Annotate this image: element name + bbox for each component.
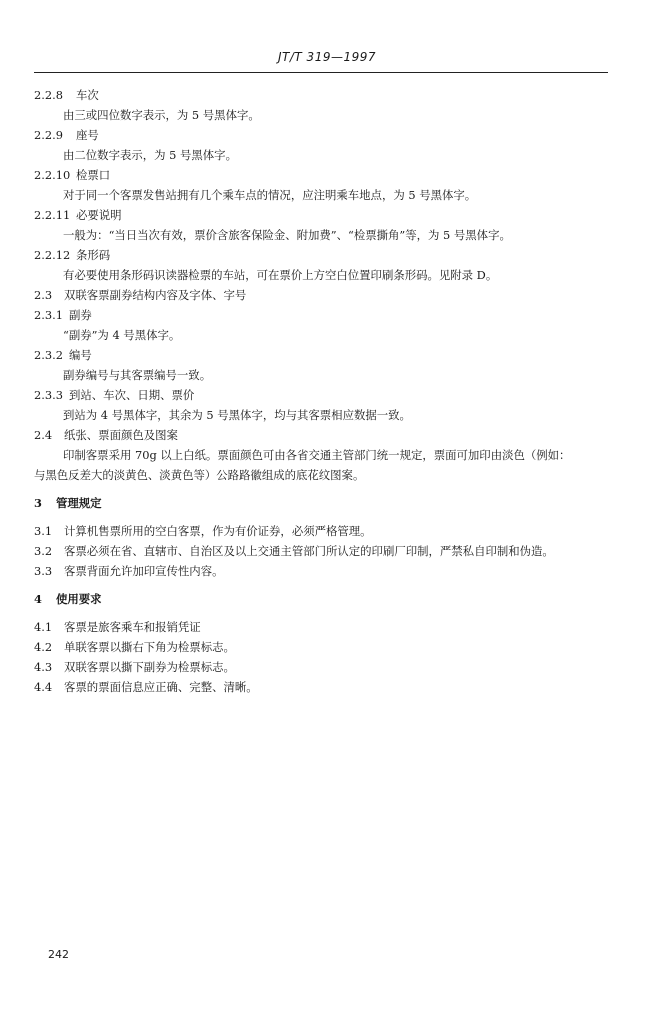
clause-text: 单联客票以撕右下角为检票标志。 (64, 640, 235, 654)
section-title: 使用要求 (56, 592, 102, 606)
section-title: 管理规定 (56, 496, 102, 510)
clause-body: 一般为：“当日当次有效，票价含旅客保险金、附加费”、“检票撕角”等，为 5 号黑体字。 (63, 228, 511, 242)
running-header (34, 48, 608, 73)
clause-body: 到站为 4 号黑体字，其余为 5 号黑体字，均与其客票相应数据一致。 (63, 408, 411, 422)
clause-number: 3.2 (34, 544, 53, 558)
clause-number: 2.3 (34, 288, 53, 302)
clause-heading (34, 207, 122, 223)
clause-number: 3.3 (34, 564, 53, 578)
clause-heading (34, 287, 246, 303)
section-number: 4 (34, 592, 42, 606)
clause-title: 双联客票副券结构内容及字体、字号 (64, 288, 247, 302)
clause-heading (34, 87, 99, 103)
clause-number: 4.2 (34, 640, 53, 654)
clause-title: 检票口 (76, 168, 111, 182)
clause-number: 4.4 (34, 680, 53, 694)
clause-title: 必要说明 (76, 208, 122, 222)
clause-heading (34, 347, 92, 363)
clause-title: 条形码 (76, 248, 111, 262)
clause-heading (34, 387, 194, 403)
clause-title: 到站、车次、日期、票价 (69, 388, 195, 402)
clause-body: 与黑色反差大的淡黄色、淡黄色等）公路路徽组成的底花纹图案。 (34, 468, 365, 482)
clause-number: 2.2.8 (34, 88, 63, 102)
clause-heading (34, 127, 99, 143)
clause-number: 2.3.1 (34, 308, 63, 322)
section-heading (34, 591, 102, 607)
clause-heading (34, 427, 178, 443)
clause-item (34, 619, 201, 635)
clause-item (34, 523, 372, 539)
clause-item (34, 679, 258, 695)
clause-text: 客票的票面信息应正确、完整、清晰。 (64, 680, 258, 694)
clause-body: 有必要使用条形码识读器检票的车站，可在票价上方空白位置印刷条形码。见附录 D。 (63, 268, 498, 282)
clause-body: “副券”为 4 号黑体字。 (63, 328, 181, 342)
section-number: 3 (34, 496, 42, 510)
clause-body: 由三或四位数字表示，为 5 号黑体字。 (63, 108, 260, 122)
clause-number: 4.3 (34, 660, 53, 674)
clause-number: 2.2.11 (34, 208, 71, 222)
clause-title: 编号 (69, 348, 92, 362)
clause-text: 客票是旅客乘车和报销凭证 (64, 620, 201, 634)
section-heading (34, 495, 102, 511)
clause-number: 3.1 (34, 524, 53, 538)
clause-text: 客票必须在省、直辖市、自治区及以上交通主管部门所认定的印刷厂印制，严禁私自印制和伪造。 (64, 544, 554, 558)
clause-text: 客票背面允许加印宣传性内容。 (64, 564, 224, 578)
clause-title: 纸张、票面颜色及图案 (64, 428, 178, 442)
clause-number: 2.3.2 (34, 348, 63, 362)
clause-title: 座号 (76, 128, 99, 142)
clause-item (34, 543, 554, 559)
clause-number: 4.1 (34, 620, 53, 634)
clause-title: 副券 (69, 308, 92, 322)
clause-item (34, 639, 235, 655)
clause-number: 2.3.3 (34, 388, 63, 402)
clause-item (34, 563, 223, 579)
clause-number: 2.2.9 (34, 128, 63, 142)
page-number: 242 (48, 948, 69, 961)
clause-number: 2.2.12 (34, 248, 71, 262)
clause-item (34, 659, 235, 675)
clause-body: 印制客票采用 70g 以上白纸。票面颜色可由各省交通主管部门统一规定，票面可加印由淡色（例如： (63, 448, 571, 462)
clause-text: 计算机售票所用的空白客票，作为有价证券，必须严格管理。 (64, 524, 372, 538)
clause-body: 由二位数字表示，为 5 号黑体字。 (63, 148, 237, 162)
clause-number: 2.4 (34, 428, 53, 442)
clause-text: 双联客票以撕下副券为检票标志。 (64, 660, 235, 674)
clause-heading (34, 247, 110, 263)
clause-heading (34, 307, 92, 323)
clause-heading (34, 167, 110, 183)
standard-code: JT/T 319—1997 (278, 50, 376, 64)
clause-title: 车次 (76, 88, 99, 102)
clause-number: 2.2.10 (34, 168, 71, 182)
clause-body: 副券编号与其客票编号一致。 (63, 368, 212, 382)
clause-body: 对于同一个客票发售站拥有几个乘车点的情况，应注明乘车地点，为 5 号黑体字。 (63, 188, 477, 202)
